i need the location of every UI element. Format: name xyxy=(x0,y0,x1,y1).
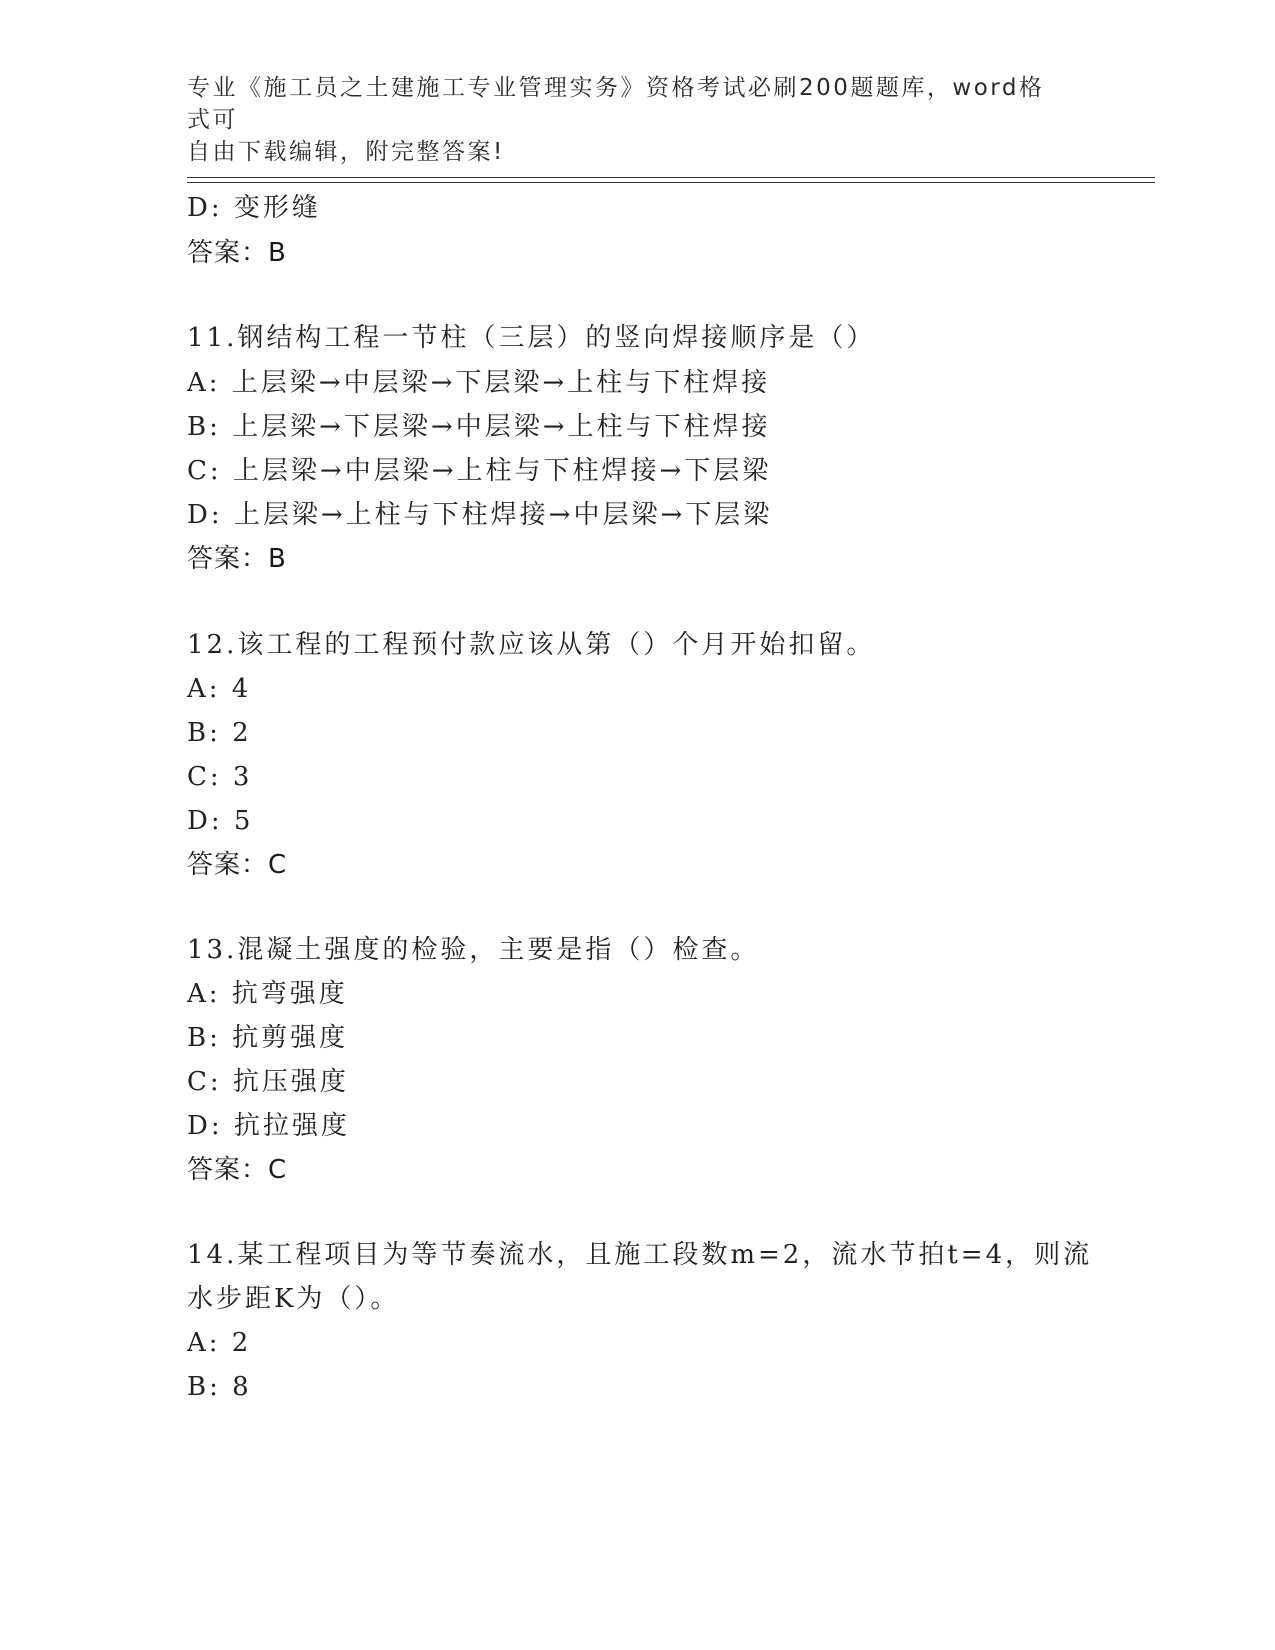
question-13-option-d: D: 抗拉强度 xyxy=(187,1111,350,1141)
question-13-stem: 13.混凝土强度的检验，主要是指（）检查。 xyxy=(187,935,760,965)
question-12-option-b: B: 2 xyxy=(187,718,252,748)
prev-answer: 答案：B xyxy=(187,238,287,268)
question-14-stem-line1: 14.某工程项目为等节奏流水，且施工段数m=2，流水节拍t=4，则流 xyxy=(187,1240,1093,1270)
question-13-option-c: C: 抗压强度 xyxy=(187,1067,349,1097)
prev-option-d: D: 变形缝 xyxy=(187,193,321,223)
question-11-option-c: C: 上层梁→中层梁→上柱与下柱焊接→下层梁 xyxy=(187,456,772,486)
header-divider-top xyxy=(187,177,1155,178)
question-13-option-a: A: 抗弯强度 xyxy=(187,979,348,1009)
header-divider-bottom xyxy=(187,182,1155,183)
question-12-answer: 答案：C xyxy=(187,850,288,880)
question-11-option-b: B: 上层梁→下层梁→中层梁→上柱与下柱焊接 xyxy=(187,412,771,442)
question-11-option-d: D: 上层梁→上柱与下柱焊接→中层梁→下层梁 xyxy=(187,500,773,530)
question-12-option-c: C: 3 xyxy=(187,762,253,792)
question-12-stem: 12.该工程的工程预付款应该从第（）个月开始扣留。 xyxy=(187,630,876,660)
question-12-option-d: D: 5 xyxy=(187,806,254,836)
question-14-option-b: B: 8 xyxy=(187,1372,252,1402)
question-11-option-a: A: 上层梁→中层梁→下层梁→上柱与下柱焊接 xyxy=(187,368,771,398)
question-12-option-a: A: 4 xyxy=(187,674,252,704)
question-13-answer: 答案：C xyxy=(187,1155,288,1185)
header-title-line2: 自由下载编辑，附完整答案! xyxy=(187,139,505,165)
question-11-stem: 11.钢结构工程一节柱（三层）的竖向焊接顺序是（） xyxy=(187,323,876,353)
question-14-option-a: A: 2 xyxy=(187,1328,252,1358)
document-header xyxy=(187,72,1067,168)
question-13-option-b: B: 抗剪强度 xyxy=(187,1023,349,1053)
header-title-line1: 专业《施工员之土建施工专业管理实务》资格考试必刷200题题库，word格式可 xyxy=(187,75,1045,133)
question-11-answer: 答案：B xyxy=(187,544,287,574)
question-14-stem-line2: 水步距K为（）。 xyxy=(187,1284,400,1314)
